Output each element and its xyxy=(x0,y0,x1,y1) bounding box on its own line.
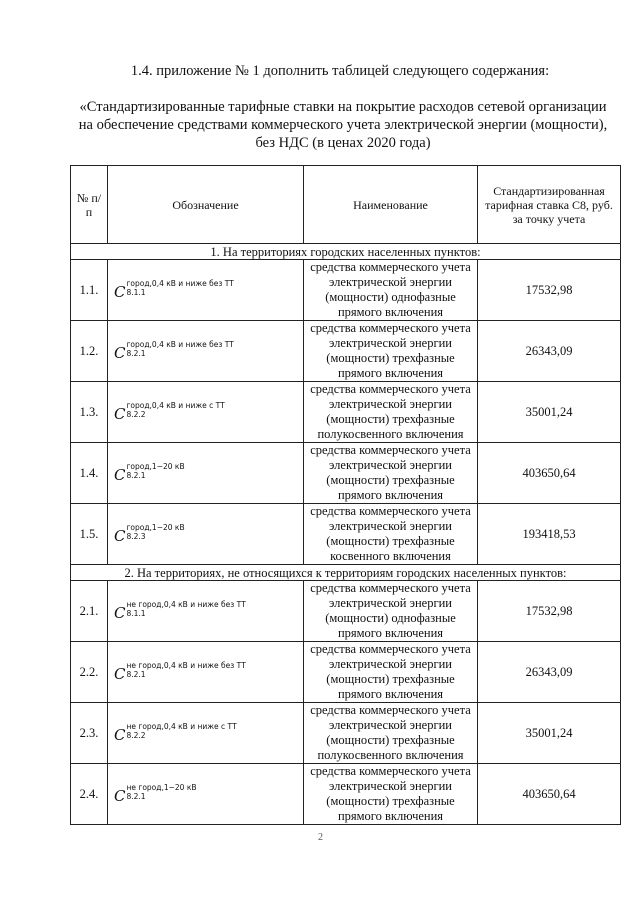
row-number: 1.4. xyxy=(71,443,108,504)
tariff-table xyxy=(70,165,621,825)
row-number: 2.1. xyxy=(71,581,108,642)
section-title: 1. На территориях городских населенных пунктов: xyxy=(71,244,621,260)
rate-symbol-superscript: город,0,4 кВ и ниже с ТТ xyxy=(126,401,225,411)
table-row xyxy=(71,382,621,443)
rate-value: 17532,98 xyxy=(478,260,621,321)
rate-symbol-letter: C xyxy=(114,405,126,424)
rate-designation xyxy=(108,260,304,321)
table-body xyxy=(71,244,621,825)
section-row xyxy=(71,244,621,260)
header-name: Наименование xyxy=(304,166,478,244)
rate-symbol-letter: C xyxy=(114,344,126,363)
rate-symbol-subscript: 8.2.1 xyxy=(126,471,146,481)
row-number: 1.5. xyxy=(71,504,108,565)
rate-symbol-subscript: 8.2.1 xyxy=(126,670,146,680)
rate-designation xyxy=(108,504,304,565)
rate-symbol-letter: C xyxy=(114,726,126,745)
rate-designation xyxy=(108,581,304,642)
rate-description: средства коммерческого учета электрической энергии (мощности) однофазные прямого включения xyxy=(304,581,478,642)
rate-symbol-letter: C xyxy=(114,283,126,302)
rate-designation xyxy=(108,642,304,703)
rate-symbol-subscript: 8.2.1 xyxy=(126,792,146,802)
row-number: 2.4. xyxy=(71,764,108,825)
rate-value: 35001,24 xyxy=(478,703,621,764)
table-header-row xyxy=(71,166,621,244)
row-number: 1.1. xyxy=(71,260,108,321)
rate-symbol-letter: C xyxy=(114,466,126,485)
rate-symbol-subscript: 8.1.1 xyxy=(126,288,146,298)
rate-symbol-subscript: 8.2.2 xyxy=(126,410,146,420)
intro-paragraph: 1.4. приложение № 1 дополнить таблицей следующего содержания: xyxy=(130,63,550,79)
rate-symbol-subscript: 8.2.3 xyxy=(126,532,146,542)
rate-description: средства коммерческого учета электрической энергии (мощности) трехфазные косвенного включения xyxy=(304,504,478,565)
rate-value: 403650,64 xyxy=(478,764,621,825)
section-row xyxy=(71,565,621,581)
rate-symbol-subscript: 8.1.1 xyxy=(126,609,146,619)
rate-symbol-letter: C xyxy=(114,665,126,684)
rate-symbol-superscript: не город,0,4 кВ и ниже с ТТ xyxy=(126,722,237,732)
section-title: 2. На территориях, не относящихся к территориям городских населенных пунктов: xyxy=(71,565,621,581)
rate-designation xyxy=(108,764,304,825)
rate-description: средства коммерческого учета электрической энергии (мощности) трехфазные полукосвенного включения xyxy=(304,703,478,764)
rate-value: 193418,53 xyxy=(478,504,621,565)
table-row xyxy=(71,260,621,321)
table-heading: «Стандартизированные тарифные ставки на покрытие расходов сетевой организации на обеспечение средствами коммерческого учета электрической энергии (мощности), без НДС (в ценах 2020 года) xyxy=(78,99,608,151)
rate-symbol xyxy=(114,783,197,804)
rate-description: средства коммерческого учета электрической энергии (мощности) трехфазные прямого включения xyxy=(304,321,478,382)
rate-designation xyxy=(108,382,304,443)
rate-symbol-superscript: город,1−20 кВ xyxy=(126,523,185,533)
rate-symbol-superscript: город,0,4 кВ и ниже без ТТ xyxy=(126,340,234,350)
rate-symbol xyxy=(114,279,234,300)
page-mark: 2 xyxy=(318,832,323,843)
rate-symbol-superscript: город,1−20 кВ xyxy=(126,462,185,472)
rate-designation xyxy=(108,443,304,504)
table-row xyxy=(71,504,621,565)
rate-description: средства коммерческого учета электрической энергии (мощности) трехфазные прямого включения xyxy=(304,764,478,825)
rate-description: средства коммерческого учета электрической энергии (мощности) однофазные прямого включения xyxy=(304,260,478,321)
rate-symbol xyxy=(114,722,237,743)
header-code: Обозначение xyxy=(108,166,304,244)
rate-symbol-subscript: 8.2.2 xyxy=(126,731,146,741)
rate-symbol xyxy=(114,462,185,483)
row-number: 2.3. xyxy=(71,703,108,764)
table-row xyxy=(71,443,621,504)
rate-description: средства коммерческого учета электрической энергии (мощности) трехфазные прямого включения xyxy=(304,443,478,504)
rate-value: 17532,98 xyxy=(478,581,621,642)
rate-symbol xyxy=(114,401,225,422)
rate-symbol-superscript: не город,0,4 кВ и ниже без ТТ xyxy=(126,600,246,610)
row-number: 2.2. xyxy=(71,642,108,703)
table-row xyxy=(71,642,621,703)
rate-designation xyxy=(108,321,304,382)
rate-symbol-subscript: 8.2.1 xyxy=(126,349,146,359)
rate-symbol-letter: C xyxy=(114,787,126,806)
rate-symbol-superscript: не город,1−20 кВ xyxy=(126,783,197,793)
rate-symbol xyxy=(114,523,185,544)
rate-value: 26343,09 xyxy=(478,642,621,703)
rate-symbol xyxy=(114,661,246,682)
table-row xyxy=(71,321,621,382)
rate-symbol-superscript: не город,0,4 кВ и ниже без ТТ xyxy=(126,661,246,671)
rate-value: 26343,09 xyxy=(478,321,621,382)
row-number: 1.3. xyxy=(71,382,108,443)
rate-value: 35001,24 xyxy=(478,382,621,443)
row-number: 1.2. xyxy=(71,321,108,382)
rate-designation xyxy=(108,703,304,764)
header-rate: Стандартизированная тарифная ставка С8, руб. за точку учета xyxy=(478,166,621,244)
rate-symbol-letter: C xyxy=(114,604,126,623)
rate-description: средства коммерческого учета электрической энергии (мощности) трехфазные прямого включения xyxy=(304,642,478,703)
rate-value: 403650,64 xyxy=(478,443,621,504)
rate-symbol xyxy=(114,600,246,621)
table-row xyxy=(71,581,621,642)
header-num: № п/п xyxy=(71,166,108,244)
table-row xyxy=(71,764,621,825)
rate-symbol xyxy=(114,340,234,361)
table-row xyxy=(71,703,621,764)
rate-symbol-letter: C xyxy=(114,527,126,546)
rate-description: средства коммерческого учета электрической энергии (мощности) трехфазные полукосвенного включения xyxy=(304,382,478,443)
rate-symbol-superscript: город,0,4 кВ и ниже без ТТ xyxy=(126,279,234,289)
